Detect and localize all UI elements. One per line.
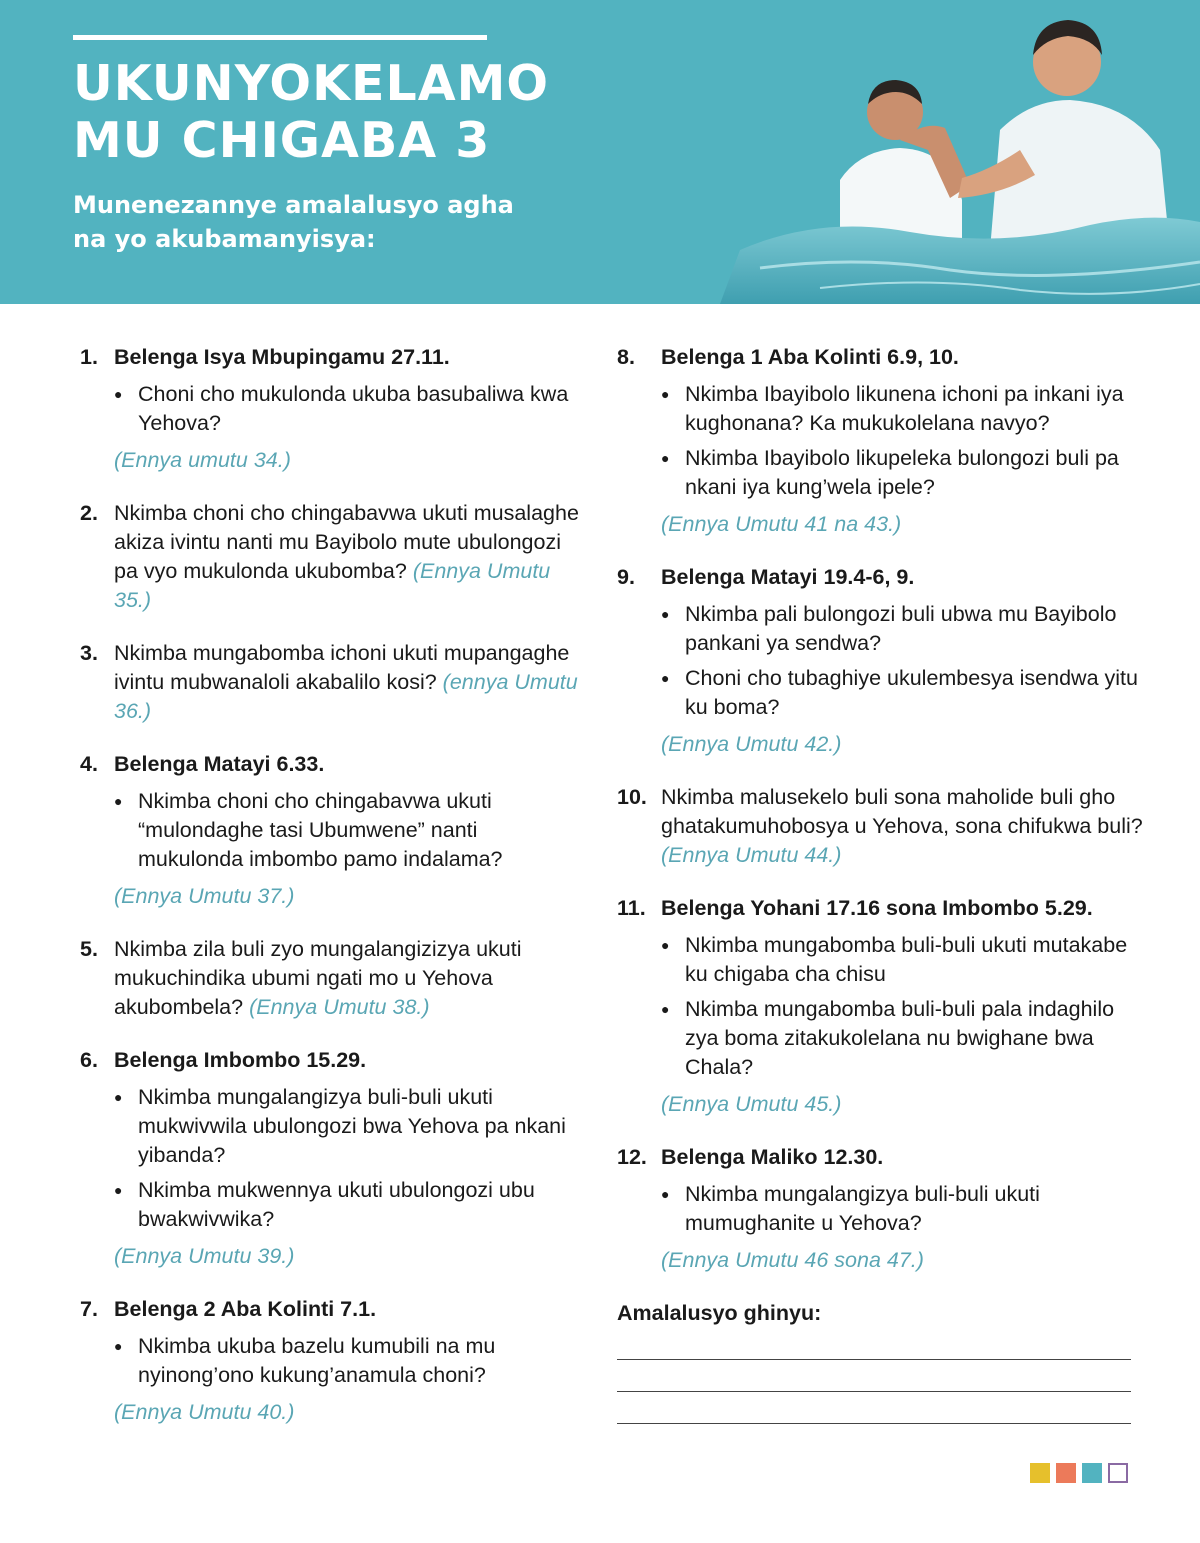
bullet-list	[114, 787, 580, 874]
question-6	[80, 1046, 580, 1271]
subtitle-line-1: Munenezannye amalalusyo agha	[73, 191, 514, 219]
yellow-square	[1030, 1463, 1050, 1483]
title-line-2: MU CHIGABA 3	[73, 112, 491, 169]
reference: (Ennya Umutu 45.)	[661, 1092, 842, 1116]
question-number: 10.	[617, 785, 647, 809]
answers-label: Amalalusyo ghinyu:	[617, 1301, 822, 1325]
question-number: 6.	[80, 1048, 98, 1072]
bullet-item: ● Nkimba mungalangizya buli-buli ukuti mumughanite u Yehova?	[661, 1180, 1147, 1238]
bullet-item: ● Nkimba pali bulongozi buli ubwa mu Bayibolo pankani ya sendwa?	[661, 600, 1147, 658]
question-12	[617, 1143, 1147, 1275]
answer-line[interactable]	[617, 1359, 1131, 1360]
question-text: Nkimba mungabomba ichoni ukuti mupangaghe ivintu mubwanaloli akabalilo kosi?	[114, 641, 570, 694]
bullet-item: ● Nkimba mukwennya ukuti ubulongozi ubu bwakwivwika?	[114, 1176, 580, 1234]
reference: (Ennya Umutu 41 na 43.)	[661, 512, 902, 536]
subtitle-line-2: na yo akubamanyisya:	[73, 225, 376, 253]
bullet-item: ● Nkimba mungabomba buli-buli pala indaghilo zya boma zitakukolelana nu bwighane bwa Chala?	[661, 995, 1147, 1082]
bullet-list	[661, 380, 1147, 502]
question-11	[617, 894, 1147, 1119]
baptism-illustration	[700, 0, 1200, 304]
question-number: 11.	[617, 896, 646, 920]
outline-square	[1108, 1463, 1128, 1483]
bullet-list	[661, 1180, 1147, 1238]
page-subtitle	[73, 188, 514, 256]
bullet-item: ● Nkimba choni cho chingabavwa ukuti “mulondaghe tasi Ubumwene” nanti mukulonda imbombo pamo indalama?	[114, 787, 580, 874]
bullet-list	[661, 931, 1147, 1082]
question-1	[80, 343, 580, 475]
question-number: 4.	[80, 752, 98, 776]
orange-square	[1056, 1463, 1076, 1483]
question-number: 8.	[617, 345, 635, 369]
reference: (Ennya umutu 34.)	[114, 448, 291, 472]
reference: (ennya Umutu 36.)	[114, 670, 578, 723]
question-5	[80, 935, 580, 1022]
question-heading: Belenga Maliko 12.30.	[661, 1145, 884, 1169]
question-number: 2.	[80, 501, 98, 525]
page-title	[73, 55, 549, 169]
reference: (Ennya Umutu 37.)	[114, 884, 295, 908]
bullet-item: ● Nkimba mungalangizya buli-buli ukuti mukwivwila ubulongozi bwa Yehova pa nkani yibanda?	[114, 1083, 580, 1170]
header-banner	[0, 0, 1200, 304]
reference: (Ennya Umutu 38.)	[249, 995, 430, 1019]
bullet-item: ● Choni cho tubaghiye ukulembesya isendwa yitu ku boma?	[661, 664, 1147, 722]
bullet-list	[114, 1332, 580, 1390]
bullet-item: ● Nkimba Ibayibolo likupeleka bulongozi buli pa nkani iya kung’wela ipele?	[661, 444, 1147, 502]
question-number: 9.	[617, 565, 635, 589]
bullet-item: ● Choni cho mukulonda ukuba basubaliwa kwa Yehova?	[114, 380, 580, 438]
question-heading: Belenga Matayi 19.4-6, 9.	[661, 565, 915, 589]
question-8	[617, 343, 1147, 539]
reference: (Ennya Umutu 39.)	[114, 1244, 295, 1268]
answers-section	[617, 1299, 1147, 1424]
reference: (Ennya Umutu 42.)	[661, 732, 842, 756]
question-7	[80, 1295, 580, 1427]
question-9	[617, 563, 1147, 759]
reference: (Ennya Umutu 44.)	[661, 843, 842, 867]
title-line-1: UKUNYOKELAMO	[73, 55, 550, 112]
reference: (Ennya Umutu 46 sona 47.)	[661, 1248, 924, 1272]
question-text: Nkimba choni cho chingabavwa ukuti musalaghe akiza ivintu nanti mu Bayibolo mute ubulongozi pa vyo mukulonda ukubomba?	[114, 501, 579, 583]
question-number: 12.	[617, 1145, 647, 1169]
question-heading: Belenga Matayi 6.33.	[114, 752, 325, 776]
bullet-list	[114, 1083, 580, 1234]
questions-column-left	[80, 343, 580, 1451]
answer-line[interactable]	[617, 1423, 1131, 1424]
question-number: 5.	[80, 937, 98, 961]
bullet-item: ● Nkimba ukuba bazelu kumubili na mu nyinong’ono kukung’anamula choni?	[114, 1332, 580, 1390]
bullet-list	[114, 380, 580, 438]
answer-line[interactable]	[617, 1391, 1131, 1392]
question-heading: Belenga 2 Aba Kolinti 7.1.	[114, 1297, 377, 1321]
question-3	[80, 639, 580, 726]
header-rule	[73, 35, 487, 40]
question-number: 3.	[80, 641, 98, 665]
question-heading: Belenga Yohani 17.16 sona Imbombo 5.29.	[661, 896, 1093, 920]
question-text: Nkimba zila buli zyo mungalangizizya ukuti mukuchindika ubumi ngati mo u Yehova akubombela?	[114, 937, 522, 1019]
question-number: 7.	[80, 1297, 98, 1321]
reference: (Ennya Umutu 40.)	[114, 1400, 295, 1424]
question-text: Nkimba malusekelo buli sona maholide buli gho ghatakumuhobosya u Yehova, sona chifukwa buli?	[661, 785, 1143, 838]
question-2	[80, 499, 580, 615]
teal-square	[1082, 1463, 1102, 1483]
questions-column-right	[617, 343, 1147, 1424]
question-heading: Belenga 1 Aba Kolinti 6.9, 10.	[661, 345, 959, 369]
question-number: 1.	[80, 345, 98, 369]
color-squares	[1030, 1463, 1128, 1483]
reference: (Ennya Umutu 35.)	[114, 559, 551, 612]
bullet-item: ● Nkimba mungabomba buli-buli ukuti mutakabe ku chigaba cha chisu	[661, 931, 1147, 989]
question-10	[617, 783, 1147, 870]
bullet-item: ● Nkimba Ibayibolo likunena ichoni pa inkani iya kughonana? Ka mukukolelana navyo?	[661, 380, 1147, 438]
bullet-list	[661, 600, 1147, 722]
question-heading: Belenga Isya Mbupingamu 27.11.	[114, 345, 450, 369]
question-heading: Belenga Imbombo 15.29.	[114, 1048, 367, 1072]
question-4	[80, 750, 580, 911]
